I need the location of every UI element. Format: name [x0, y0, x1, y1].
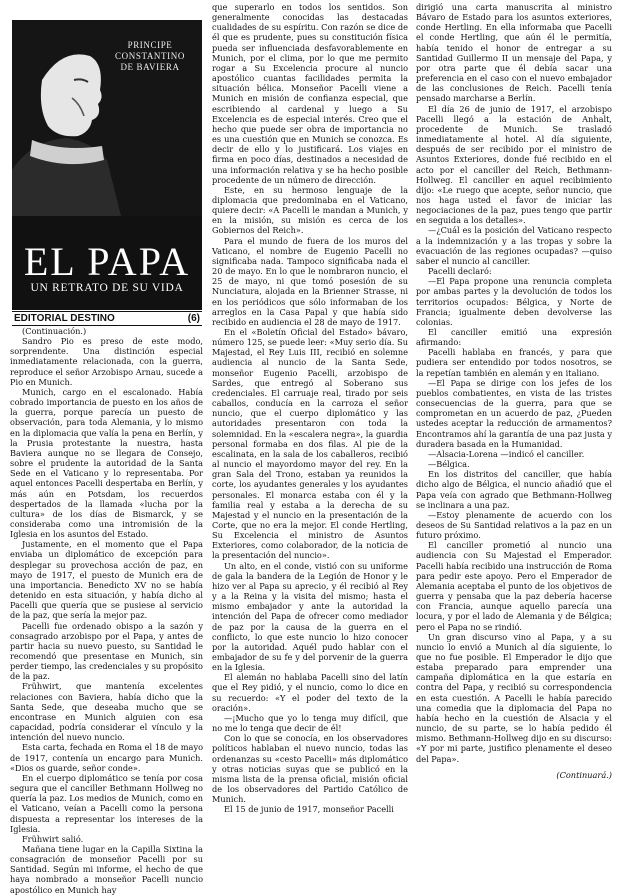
paragraph: En los distritos del canciller, que había dicho algo de Bélgica, el nuncio añadió que el Papa veía con agrado que Bethmann-Hollweg se inclinara a una paz. [416, 469, 612, 510]
paragraph: Justamente, en el momento que el Papa enviaba un diplomático de excepción para desplegar su provechosa acción de paz, en mayo de 1917, el puesto de Munich era de una importancia. Benedicto XV no se había detenido en esta situación, y había dicho al Pacelli que quería que se pusiese al servicio de la paz, que sería la mejor paz. [10, 539, 203, 621]
book-title: EL PAPA [23, 239, 191, 284]
paragraph: Mañana tiene lugar en la Capilla Sixtina la consagración de monseñor Pacelli por su Santidad. Según mi informe, el hecho de que haya nombrado a monseñor Pacelli nuncio apostólico en Munich hay [10, 843, 203, 895]
publisher-bar [12, 311, 202, 326]
paragraph: dirigió una carta manuscrita al ministro Bávaro de Estado para los asuntos exteriores, conde Hertling. En ella informaba que Pacelli el conde Hertling, que aún él le permitía, había tenido el honor de entregar a su Santidad Guillermo II un mensaje del Papa, y por otra parte que él debía sacar una preferencia en el caso con el nuevo embajador de las conclusiones de Reich. Pacelli tenía pensado marcharse a Berlín. [416, 2, 612, 104]
publisher-name: EDITORIAL DESTINO [14, 313, 115, 324]
paragraph: Pacelli hablaba en francés, y para que pudiera ser entendido por todos nosotros, se la repetían también en alemán y en italiano. [416, 347, 612, 378]
author-name: PRINCIPE CONSTANTINO DE BAVIERA [115, 40, 185, 72]
paragraph: El día 26 de junio de 1917, el arzobispo Pacelli llegó a la estación de Anhalt, procedente de Munich. Se trasladó inmediatamente al hotel. Al día siguiente, después de ser recibido por el ministro de Asuntos Exteriores, donde fué recibido en el acto por el canciller del Reich, Bethmann-Hollweg. El canciller en aquel recibimiento dijo: «Le ruego que acepte, señor nuncio, que nos haga usted el favor de iniciar las negociaciones de la paz, pues tengo que partir en seguida a los detalles». [416, 103, 612, 226]
paragraph: Un alto, en el conde, vistió con su uniforme de gala la bandera de la Legión de Honor y le hizo ver al Papa su aprecio, y él recibió al Rey y a la Reina y la visita del mismo; hasta el mismo embajador y ante la autoridad la intención del Papa de ofrecer como mediador de paz por la causa de la guerra en el conflicto, lo que este nuncio lo hizo conocer por la autoridad. Aquél pudo hablar con el embajador de su fe y del porvenir de la guerra en la Iglesia. [212, 560, 408, 673]
paragraph: —¿Cuál es la posición del Vaticano respecto a la indemnización y a las tropas y sobre la evacuación de las regiones ocupadas? —quiso saber el nuncio al canciller. [416, 225, 612, 266]
text-column-2 [212, 2, 408, 820]
continued-note: (Continuará.) [556, 769, 612, 780]
paragraph: El canciller emitió una expresión afirmando: [416, 327, 612, 348]
book-subtitle: UN RETRATO DE SU VIDA [30, 282, 184, 294]
paragraph: Este, en su hermoso lenguaje de la diplomacia que predominaba en el Vaticano, quiere decir: «A Pacelli le mandan a Munich, y en la misión, su misión es cerca de los Gobiernos del Reich». [212, 184, 408, 236]
paragraph: (Continuación.) [22, 326, 87, 336]
paragraph: —Bélgica. [428, 459, 470, 470]
book-cover [12, 20, 202, 310]
installment-number: (6) [187, 313, 200, 324]
paragraph: Para el mundo de fuera de los muros del Vaticano, el nombre de Eugenio Pacelli no significaba nada. Tampoco significaba nada el 20 de mayo. En lo que le nombraron nuncio, el 25 de mayo, ni que tomó posesión de su Nunciatura, alojada en la Brienner Strasse, ni en los periódicos que sólo informaban de los arreglos en la Casa Papal y que había sido recibido en audiencia el 28 de mayo de 1917. [212, 235, 408, 327]
paragraph: El 15 de junio de 1917, monseñor Pacelli [224, 804, 394, 815]
paragraph: Un gran discurso vino al Papa, y a su nuncio lo envió a Munich al día siguiente, lo que no fue posible. El Emperador le dijo que estaba preparado para emprender una campaña diplomática en la que estaría en contra del Papa, y recibió su correspondencia en esta cuestión. A Pacelli le había parecido una comedia que la diplomacia del Papa no había hecho en la cuestión de Alsacia y el nuncio, de su parte, se lo había pedido él mismo. Bethmann-Hollweg dijo en su discurso: «Y por mi parte, justifico plenamente el deseo del Papa». [416, 631, 612, 764]
paragraph: que superarlo en todos los sentidos. Son generalmente conocidas las destacadas cualidades de su espíritu. Con razón se dice de él que es prudente, pues su constitución física pueda ser influenciada desfavorablemente en Munich, por el clima, por lo que me permito rogar a Su Excelencia procure al nuncio apostólico cuantas facilidades permita la situación bélica. Monseñor Pacelli viene a Munich en misión de confianza especial, que escribiendo al cardenal y luego a Su Excelencia es de especial interés. Creo que el hecho que puede ser obra de importancia no es una cuestión que en Munich se conozca. Es decir de ello y lo justificará. Los viajes en firma en poco días, destinados a necesidad de una información relativa y se ha hecho posible procedente de un número de dirección. [212, 2, 408, 185]
paragraph: Frühwirt salió. [22, 833, 84, 844]
text-column-3 [416, 2, 612, 820]
paragraph: Sandro Pio es preso de este modo, sorprendente. Una distinción especial inmediatamente relacionada, con la guerra, reproduce el señor Arzobispo Arnau, sucede a Pio en Munich. [10, 336, 203, 387]
paragraph: Pacelli fue ordenado obispo a la sazón y consagrado arzobispo por el Papa, y antes de partir hacia su nuevo puesto, su Santidad le recomendó que presentase en Munich, sin perder tiempo, las credenciales y su propósito de la paz. [10, 620, 203, 682]
paragraph: —Alsacia-Lorena —indicó el canciller. [428, 448, 585, 459]
paragraph: —El Papa se dirige con los jefes de los pueblos combatientes, en vista de las tristes consecuencias de la guerra, para que se comprometan en un acuerdo de paz, ¿Pueden ustedes aceptar la reducción de armamentos? Encontramos ahí la garantía de una paz justa y duradera basada en la Humanidad. [416, 377, 612, 449]
paragraph: El canciller prometió al nuncio una audiencia con Su Majestad el Emperador. Pacelli había recibido una instrucción de Roma para pedir este apoyo. Pero el Emperador de Alemania aceptaba el punto de los objetivos de guerra y pensaba que la paz debería hacerse con Francia, aunque aquello parecía una locura, y por el lado de Alemania y de Bélgica; pero el Papa no se rindió. [416, 540, 612, 632]
paragraph: El alemán no hablaba Pacelli sino del latín que el Rey pidió, y el nuncio, como lo dice en su recuerdo: «Y el poder del texto de la oración». [212, 672, 408, 713]
paragraph: Esta carta, fechada en Roma el 18 de mayo de 1917, contenía un encargo para Munich. «Dios os guarde, señor conde». [10, 742, 203, 773]
paragraph: —Estoy plenamente de acuerdo con los deseos de Su Santidad relativos a la paz en un futuro próximo. [416, 509, 612, 541]
paragraph: En el cuerpo diplomático se tenía por cosa segura que el canciller Bethmann Hollweg no quería la paz. Los medios de Munich, como en el Vaticano, veían a Pacelli como la persona dispuesta a representar los intereses de la Iglesia. [10, 772, 203, 834]
text-column-1 [10, 326, 203, 895]
paragraph: —¡Mucho que yo lo tenga muy difícil, que no me lo tenga que decir de él! [212, 712, 408, 734]
paragraph: Con lo que se conocía, en los observadores políticos hablaban el nuevo nuncio, todas las ordenanzas su «cesto Pacelli» más diplomático y otras noticias suyas que se publicó en la misma lista de la prensa oficial, misión oficial de los observadores del Partido Católico de Munich. [212, 733, 408, 805]
paragraph: Pacelli declaró: [428, 266, 492, 277]
paragraph: En el «Boletín Oficial del Estado» bávaro, número 125, se puede leer: «Muy serio día. Su Majestad, el Rey Luis III, recibió en solemne audiencia al nuncio de la Santa Sede, monseñor Eugenio Pacelli, arzobispo de Sardes, que entregó al Soberano sus credenciales. El carruaje real, tirado por seis caballos, conducía en la carroza el señor nuncio, que el cuerpo diplomático y las autoridades presentaron con toda la solemnidad. En la «escalera negra», la guardia personal formaba en dos filas. Al pie de la escalinata, en la sala de los caballeros, recibió al nuncio el mayordomo mayor del rey. En la gran Sala del Trono, estaban ya reunidos la corte, los ayudantes generales y los ayudantes personales. El monarca estaba con él y la familia real y estaba a la derecha de su Majestad y el nuncio en la presentación de la Corte, que no era la mejor. El conde Hertling, Su Excelencia el ministro de Asuntos Exteriores, como colaborador, de la noticia de la presentación del nuncio». [212, 327, 408, 561]
paragraph: —El Papa propone una renuncia completa por ambas partes y la devolución de todos los territorios ocupados: Bélgica, y Norte de Francia; igualmente deben devolverse las colonias. [416, 276, 612, 327]
paragraph: Munich, cargo en el escalonado. Había cobrado importancia de puesto en los años de la guerra, porque parecía un puesto de observación, para toda Alemania, y lo mismo en la diplomacia que valía la pena en Berlín, y la Prusia protestante la nuestra, hasta Baviera aunque no se llegara de Consejo, sobre el prudente la autoridad de la Santa Sede en el Vaticano y lo representaba. Por aquel entonces Pacelli despertaba en Berlín, y más aún en Potsdam, los recuerdos despertados de la llamada «lucha por la cultura» de los días de Bismarck, y se consideraba como una intromisión de la Iglesia en los asuntos del Estado. [10, 386, 203, 540]
paragraph: Frühwirt, que mantenía excelentes relaciones con Baviera, había dicho que la Santa Sede, que deseaba mucho que se encontrase en Munich alguien con esa capacidad, podría considerar el vínculo y la intención del nuevo nuncio. [10, 681, 203, 743]
